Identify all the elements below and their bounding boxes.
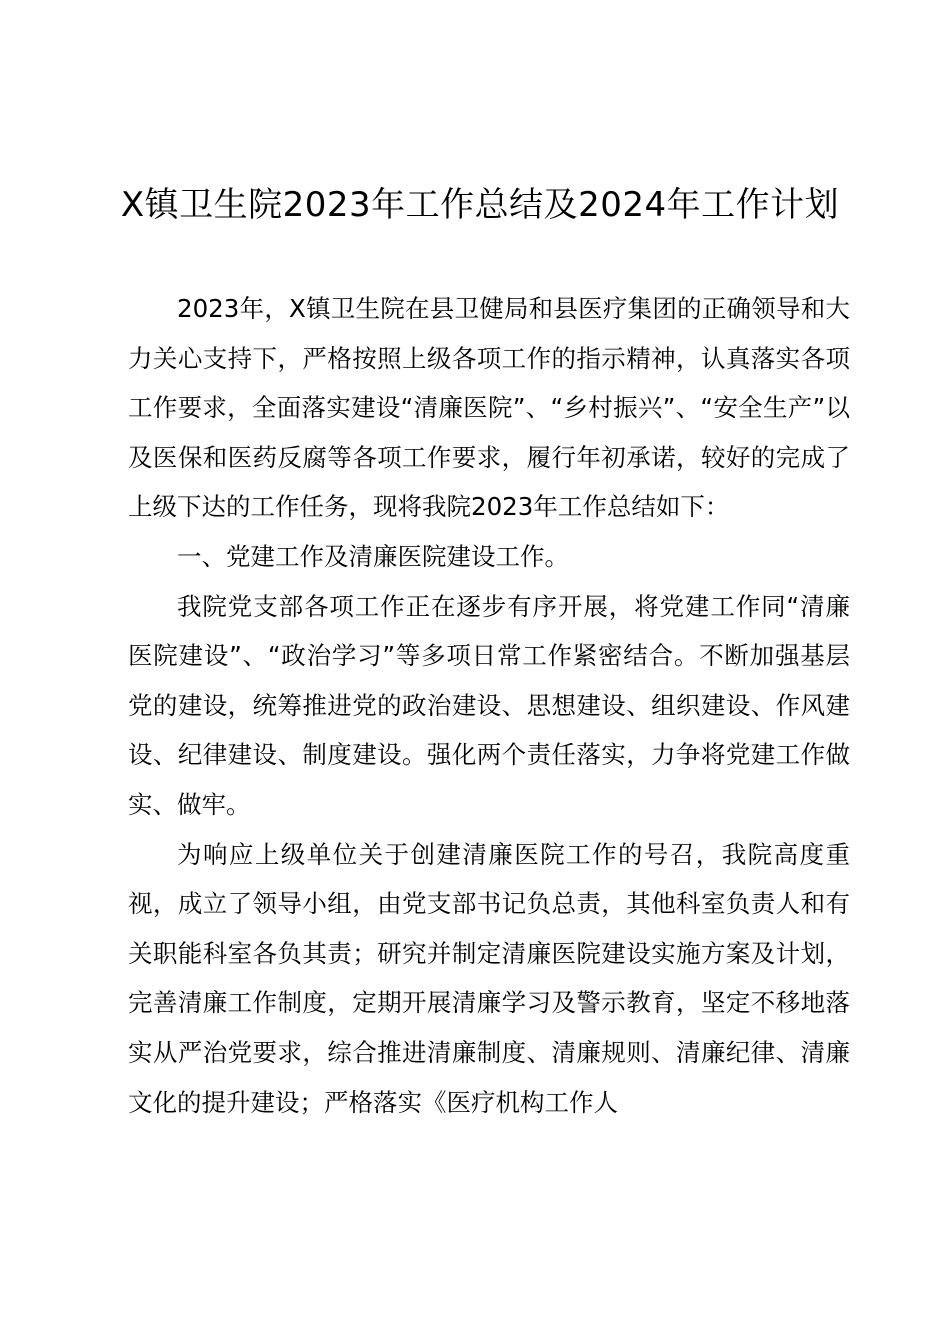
paragraph-party-branch: 我院党支部各项工作正在逐步有序开展，将党建工作同“清廉医院建设”、“政治学习”等多项日常工作紧密结合。不断加强基层党的建设，统筹推进党的政治建设、思想建设、组织建设、作风建设、纪律建设、制度建设。强化两个责任落实，力争将党建工作做实、做牢。 bbox=[128, 591, 850, 819]
document-body bbox=[128, 284, 850, 1127]
paragraph-intro: 2023年，X镇卫生院在县卫健局和县医疗集团的正确领导和大力关心支持下，严格按照上级各项工作的指示精神，认真落实各项工作要求，全面落实建设“清廉医院”、“乡村振兴”、“安全生产”以及医保和医药反腐等各项工作要求，履行年初承诺，较好的完成了上级下达的工作任务，现将我院2023年工作总结如下： bbox=[128, 294, 850, 522]
paragraph-clean-hospital: 为响应上级单位关于创建清廉医院工作的号召，我院高度重视，成立了领导小组，由党支部书记负总责，其他科室负责人和有关职能科室各负其责；研究并制定清廉医院建设实施方案及计划，完善清廉工作制度，定期开展清廉学习及警示教育，坚定不移地落实从严治党要求，综合推进清廉制度、清廉规则、清廉纪律、清廉文化的提升建设；严格落实《医疗机构工作人 bbox=[128, 839, 850, 1117]
document-title: X镇卫生院2023年工作总结及2024年工作计划 bbox=[120, 185, 840, 225]
section-heading-party-building: 一、党建工作及清廉医院建设工作。 bbox=[177, 541, 569, 571]
